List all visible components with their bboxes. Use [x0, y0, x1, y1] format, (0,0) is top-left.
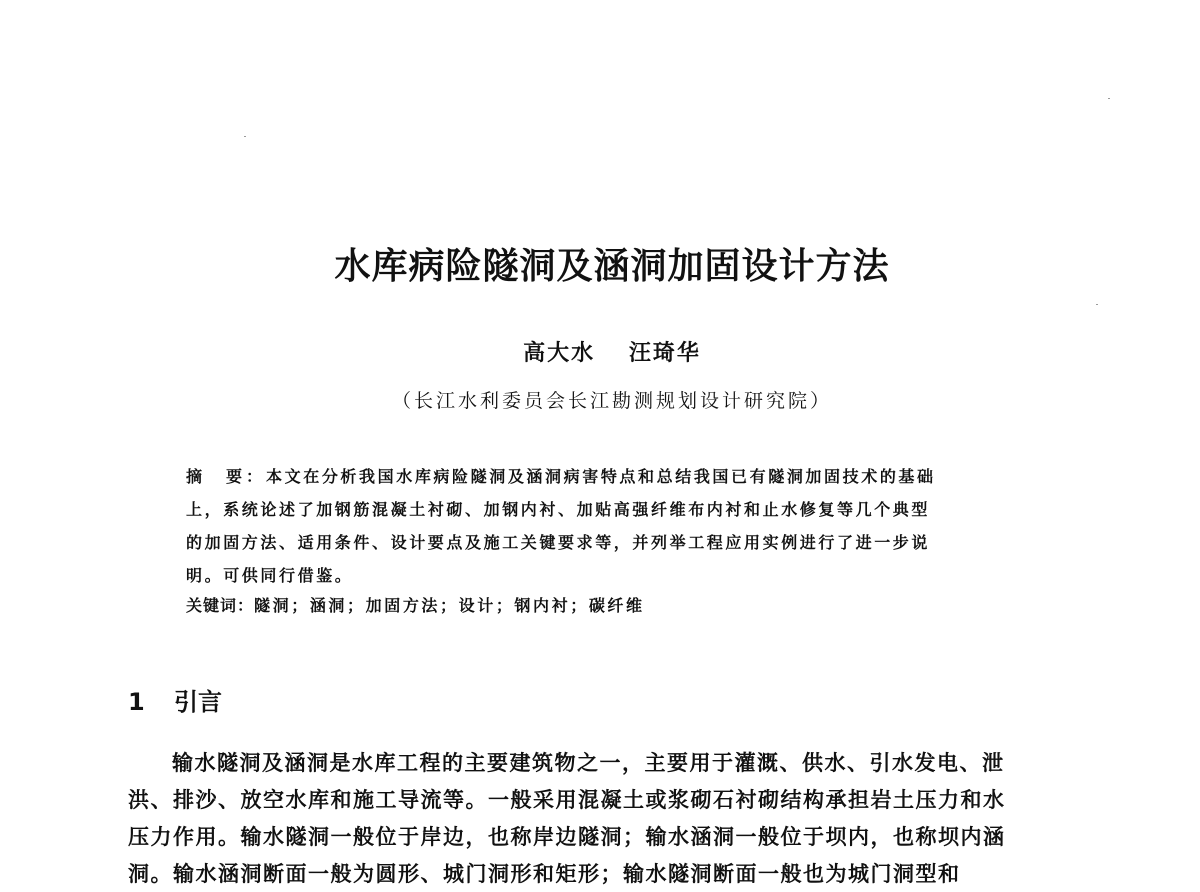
paper-title: 水库病险隧洞及涵洞加固设计方法	[334, 246, 890, 287]
body-line: 洞。输水涵洞断面一般为圆形、城门洞形和矩形；输水隧洞断面一般也为城门洞型和	[128, 861, 961, 886]
body-line: 洪、排沙、放空水库和施工导流等。一般采用混凝土或浆砌石衬砌结构承担岩土压力和水	[128, 787, 1006, 812]
keywords-label: 关键词：	[186, 596, 255, 615]
scan-speck	[244, 136, 246, 137]
abstract	[186, 460, 1046, 592]
abstract-line: 上，系统论述了加钢筋混凝土衬砌、加钢内衬、加贴高强纤维布内衬和止水修复等几个典型	[186, 500, 931, 519]
body-line: 输水隧洞及涵洞是水库工程的主要建筑物之一，主要用于灌溉、供水、引水发电、泄	[172, 750, 1005, 775]
section-title: 引言	[174, 688, 222, 716]
section-heading	[128, 682, 222, 717]
keywords	[186, 594, 1046, 618]
abstract-label: 摘 要：	[186, 467, 267, 486]
body-line: 压力作用。输水隧洞一般位于岸边，也称岸边隧洞；输水涵洞一般位于坝内，也称坝内涵	[128, 824, 1006, 849]
section-number: 1	[128, 688, 145, 716]
keywords-text: 隧洞；涵洞；加固方法；设计；钢内衬；碳纤维	[254, 596, 645, 615]
scan-speck	[1096, 304, 1098, 305]
abstract-line: 明。可供同行借鉴。	[186, 566, 354, 585]
body-paragraph	[128, 744, 1108, 892]
abstract-text: 本文在分析我国水库病险隧洞及涵洞病害特点和总结我国已有隧洞加固技术的基础	[266, 467, 936, 486]
abstract-line	[186, 460, 1046, 493]
scan-speck	[1108, 98, 1110, 99]
paper-authors: 高大水 汪琦华	[523, 340, 701, 366]
abstract-line: 的加固方法、适用条件、设计要点及施工关键要求等，并列举工程应用实例进行了进一步说	[186, 533, 931, 552]
paper-affiliation: （长江水利委员会长江勘测规划设计研究院）	[391, 390, 832, 412]
